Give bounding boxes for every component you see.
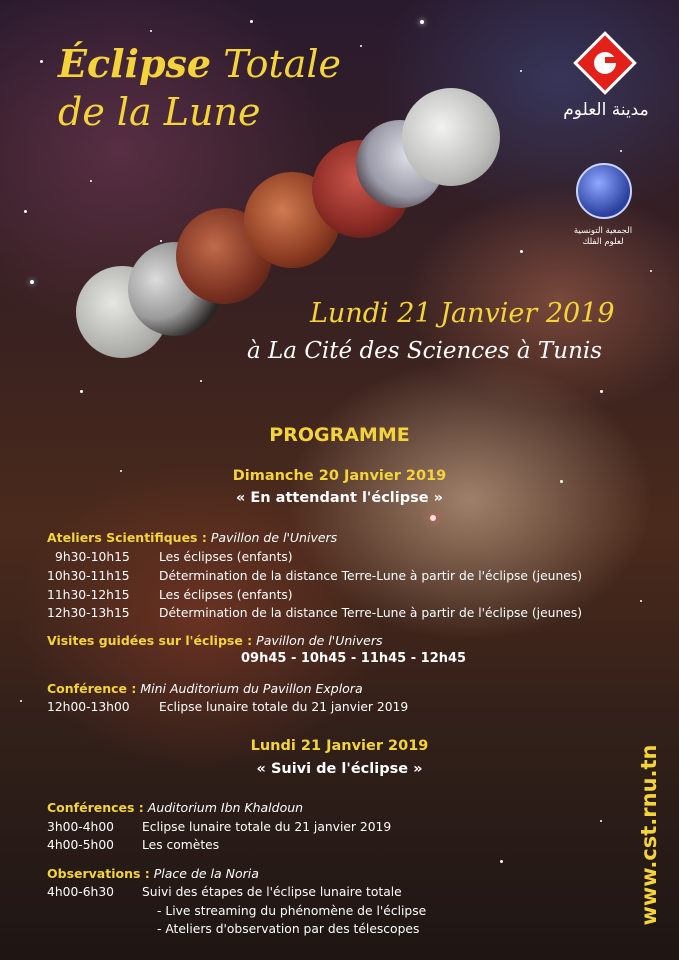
day1-title: Dimanche 20 Janvier 2019 <box>232 468 447 484</box>
observations-row: 4h00-6h30 Suivi des étapes de l'éclipse lunaire totale <box>47 885 402 899</box>
cst-arabic-name: مدينة العلوم <box>563 100 649 120</box>
conference-heading: Conférence : Mini Auditorium du Pavillon Explora <box>47 681 363 696</box>
moon-phase-7 <box>402 88 500 186</box>
atelier-row: 12h30-13h15 Détermination de la distance Terre-Lune à partir de l'éclipse (jeunes) <box>47 606 583 620</box>
astronomy-society-logo-icon <box>576 163 632 219</box>
day2-title: Lundi 21 Janvier 2019 <box>250 738 429 754</box>
day1-subtitle: « En attendant l'éclipse » <box>235 490 443 506</box>
poster-title <box>58 40 341 136</box>
day2-subtitle: « Suivi de l'éclipse » <box>256 761 423 777</box>
programme-heading: PROGRAMME <box>269 424 410 446</box>
conference-row: 12h00-13h00 Eclipse lunaire totale du 21 janvier 2019 <box>47 700 409 714</box>
visites-times: 09h45 - 10h45 - 11h45 - 12h45 <box>241 651 467 666</box>
visites-heading: Visites guidées sur l'éclipse : Pavillon de l'Univers <box>47 633 383 648</box>
observations-bullet: - Ateliers d'observation par des télescopes <box>157 922 420 936</box>
cst-logo-icon <box>572 30 638 96</box>
ateliers-heading: Ateliers Scientifiques : Pavillon de l'Univers <box>47 530 338 545</box>
astronomy-society-name: الجمعية التونسية لعلوم الفلك <box>573 226 633 247</box>
title-word-eclipse: Éclipse <box>58 41 212 86</box>
atelier-row: 10h30-11h15 Détermination de la distance Terre-Lune à partir de l'éclipse (jeunes) <box>47 569 583 583</box>
atelier-row: 9h30-10h15 Les éclipses (enfants) <box>55 550 293 564</box>
event-date: Lundi 21 Janvier 2019 <box>310 298 615 329</box>
atelier-row: 11h30-12h15 Les éclipses (enfants) <box>47 588 293 602</box>
conferences-heading: Conférences : Auditorium Ibn Khaldoun <box>47 800 304 815</box>
event-place: à La Cité des Sciences à Tunis <box>247 338 603 364</box>
title-word-totale: Totale <box>211 42 342 86</box>
observations-bullet: - Live streaming du phénomène de l'éclipse <box>157 904 427 918</box>
website-url[interactable]: www.cst.rnu.tn <box>637 744 661 926</box>
conferences-row: 3h00-4h00 Eclipse lunaire totale du 21 janvier 2019 <box>47 820 392 834</box>
observations-heading: Observations : Place de la Noria <box>47 866 259 881</box>
title-line-2: de la Lune <box>58 90 261 134</box>
conferences-row: 4h00-5h00 Les comètes <box>47 838 220 852</box>
